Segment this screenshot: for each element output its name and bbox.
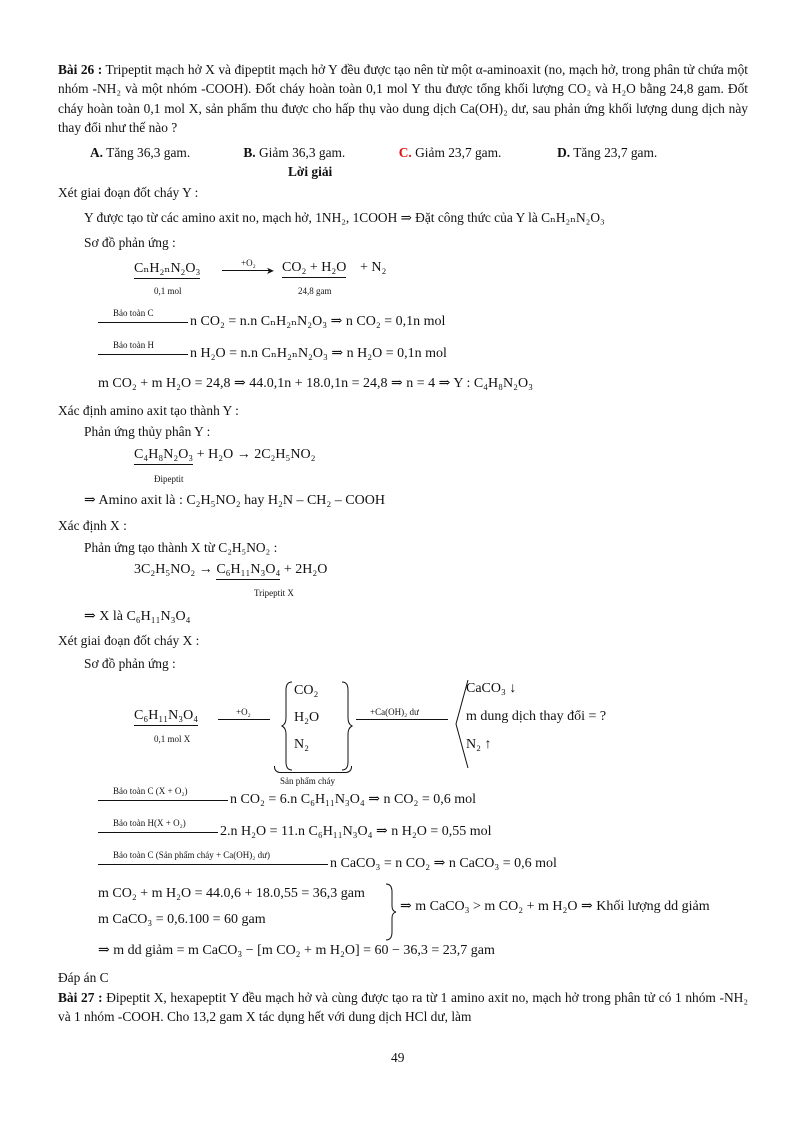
result-mass-change: m dung dịch thay đổi = ?: [466, 709, 607, 724]
x-amount: 0,1 mol X: [154, 734, 191, 744]
form-x-eq: 3C₂H₅NO₂ → C₆H₁₁N₃O₄ + 2H₂O: [134, 562, 327, 578]
section-amino-acid: Xác định amino axit tạo thành Y :: [58, 403, 239, 418]
option-d: D. Tăng 23,7 gam.: [557, 145, 658, 160]
answer-line: Đáp án C: [58, 970, 109, 985]
problem-27: [58, 988, 748, 1027]
section-x: Xác định X :: [58, 518, 127, 533]
problem-26-label: Bài 26 :: [58, 62, 103, 77]
product-co2: CO₂: [294, 683, 319, 698]
problem-26: [58, 60, 748, 137]
mass-equation: m CO₂ + m H₂O = 24,8 ⇒ 44.0,1n + 18.0,1n = 24,8 ⇒ n = 4 ⇒ Y : C₄H₈N₂O₃: [98, 376, 534, 391]
scheme-label-1: Sơ đồ phản ứng :: [84, 235, 176, 250]
bt-c-eq: n CO₂ = n.n CₙH₂ₙN₂O₃ ⇒ n CO₂ = 0,1n mol: [190, 314, 446, 329]
form-x-label: Phản ứng tạo thành X từ C₂H₅NO₂ :: [84, 540, 278, 555]
arrow-o2: [222, 270, 270, 271]
tripeptit-label: Tripeptit X: [254, 588, 294, 598]
products-label: Sản phẩm cháy: [280, 776, 335, 786]
section-burn-x: Xét giai đoạn đốt cháy X :: [58, 633, 200, 648]
problem-26-text: Tripeptit mạch hở X và đipeptit mạch hở Y đều được tạo nên từ một α-aminoaxit (no, mạch hở, trong phân tử chứa một nhóm -NH₂ và một nhóm -COOH). Đốt cháy hoàn toàn 0,1 mol Y thu được tổng khối lượng CO₂ và H₂O bằng 24,8 gam. Đốt cháy hoàn toàn 0,1 mol X, sản phẩm thu được cho hấp thụ vào dung dịch Ca(OH)₂ dư, sau phản ứng khối lượng dung dịch này thay đổi như thế nào ?: [58, 62, 748, 135]
option-b: B. Giảm 36,3 gam.: [243, 145, 346, 160]
problem-27-label: Bài 27 :: [58, 990, 103, 1005]
bt-h-arrow: [98, 354, 188, 355]
bt-c3-eq: n CaCO₃ = n CO₂ ⇒ n CaCO₃ = 0,6 mol: [330, 856, 557, 871]
result-caco3: CaCO₃ ↓: [466, 681, 517, 696]
products-brace: [280, 678, 360, 778]
mass-caco3: m CaCO₃ = 0,6.100 = 60 gam: [98, 912, 266, 927]
mass-brace: [384, 882, 398, 942]
bt-h2-label: Bảo toàn H(X + O₂): [113, 818, 186, 828]
o2-label-2: +O₂: [236, 707, 251, 717]
y-n2: + N₂: [360, 260, 387, 275]
bt-c2-eq: n CO₂ = 6.n C₆H₁₁N₃O₄ ⇒ n CO₂ = 0,6 mol: [230, 792, 477, 807]
bt-h2-eq: 2.n H₂O = 11.n C₆H₁₁N₃O₄ ⇒ n H₂O = 0,55 mol: [220, 824, 492, 839]
bt-c2-arrow: [98, 800, 228, 801]
page-number: 49: [391, 1050, 405, 1065]
products-underbrace: [274, 766, 352, 773]
section-burn-y: Xét giai đoạn đốt cháy Y :: [58, 185, 199, 200]
option-a: A. Tăng 36,3 gam.: [90, 145, 191, 160]
amino-acid-statement: ⇒ Amino axit là : C₂H₅NO₂ hay H₂N – CH₂ – COOH: [84, 493, 385, 508]
bt-c3-label: Bảo toàn C (Sản phẩm cháy + Ca(OH)₂ dư): [113, 850, 271, 860]
arrow-o2-2: [218, 719, 270, 720]
bt-h-eq: n H₂O = n.n CₙH₂ₙN₂O₃ ⇒ n H₂O = 0,1n mol: [190, 346, 447, 361]
o2-label: +O₂: [241, 258, 256, 268]
scheme-label-2: Sơ đồ phản ứng :: [84, 656, 176, 671]
mass-conclusion: ⇒ m CaCO₃ > m CO₂ + m H₂O ⇒ Khối lượng dd giảm: [400, 899, 710, 914]
y-formula-statement: Y được tạo từ các amino axit no, mạch hở, 1NH₂, 1COOH ⇒ Đặt công thức của Y là CₙH₂ₙN₂O₃: [84, 210, 605, 225]
dipeptit-label: Đipeptit: [154, 474, 184, 484]
solution-title: Lời giải: [288, 164, 333, 179]
hydrolysis-eq: C₄H₈N₂O₃ + H₂O → 2C₂H₅NO₂: [134, 447, 316, 463]
bt-h-label: Bảo toàn H: [113, 340, 154, 350]
arrow-caoh2: [356, 719, 448, 720]
x-statement: ⇒ X là C₆H₁₁N₃O₄: [84, 609, 191, 624]
x-reactant: C₆H₁₁N₃O₄: [134, 708, 198, 724]
bt-c3-arrow: [98, 864, 328, 865]
bt-c2-label: Bảo toàn C (X + O₂): [113, 786, 188, 796]
problem-27-text: Đipeptit X, hexapeptit Y đều mạch hở và cùng được tạo ra từ 1 amino axit no, mạch hở trong phân tử có 1 nhóm -NH₂ và 1 nhóm -COOH. Cho 13,2 gam X tác dụng hết với dung dịch HCl dư, làm: [58, 990, 748, 1025]
bt-c-arrow: [98, 322, 188, 323]
y-reactant: CₙH₂ₙN₂O₃: [134, 260, 200, 277]
bt-c-label: Bảo toàn C: [113, 308, 154, 318]
final-equation: ⇒ m dd giảm = m CaCO₃ − [m CO₂ + m H₂O] = 60 − 36,3 = 23,7 gam: [98, 943, 495, 958]
y-products-mass: 24,8 gam: [298, 286, 332, 296]
y-amount: 0,1 mol: [154, 286, 182, 296]
bt-h2-arrow: [98, 832, 218, 833]
option-c: C. Giảm 23,7 gam.: [398, 145, 502, 160]
answer-options: [90, 145, 657, 161]
product-h2o: H₂O: [294, 710, 320, 725]
arrow-head: ➤: [266, 266, 275, 277]
caoh2-label: +Ca(OH)₂ dư: [370, 707, 419, 717]
y-products: CO₂ + H₂O: [282, 260, 346, 276]
product-n2: N₂: [294, 737, 309, 752]
mass-products: m CO₂ + m H₂O = 44.0,6 + 18.0,55 = 36,3 gam: [98, 886, 365, 901]
hydrolysis-label: Phản ứng thủy phân Y :: [84, 424, 211, 439]
result-n2: N₂ ↑: [466, 737, 492, 752]
